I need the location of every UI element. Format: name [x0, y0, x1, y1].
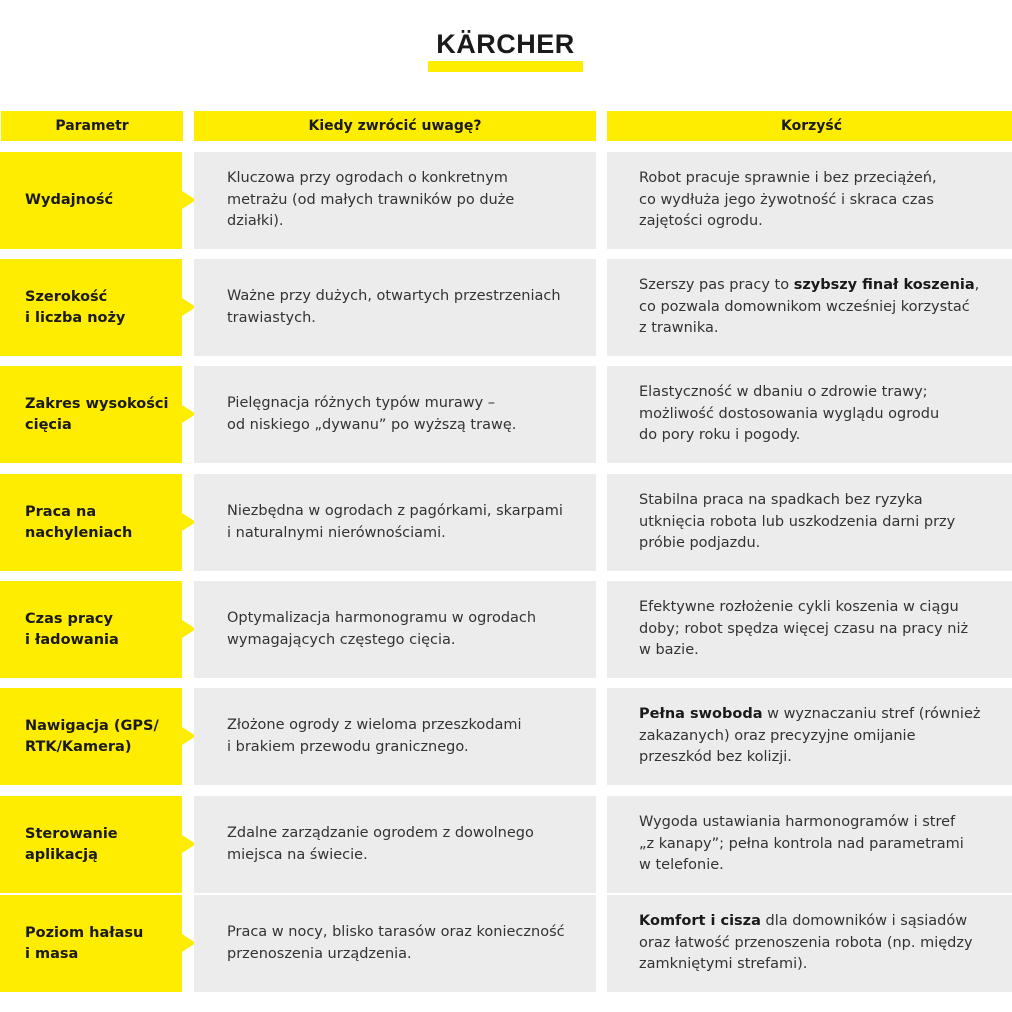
kiedy-cell [194, 152, 596, 249]
logo-underline [428, 61, 583, 72]
kiedy-cell [194, 895, 596, 992]
parameter-label: Czas pracy i ładowania [25, 610, 119, 648]
korzysc-text-bold: Komfort i cisza [639, 913, 761, 930]
korzysc-text-post: Robot pracuje sprawnie i bez przeciążeń, co wydłuża jego żywotność i skraca czas zajętości ogrodu. [639, 170, 937, 230]
kiedy-cell [194, 581, 596, 678]
kiedy-text: Pielęgnacja różnych typów murawy – od niskiego „dywanu” po wyższą trawę. [227, 395, 517, 433]
kiedy-cell [194, 366, 596, 463]
logo-wordmark: KÄRCHER [436, 29, 575, 59]
parameter-label: Zakres wysokości cięcia [25, 395, 169, 433]
korzysc-cell [607, 474, 1012, 571]
korzysc-text [639, 704, 981, 769]
table-row [0, 259, 1012, 356]
korzysc-text [639, 382, 939, 447]
korzysc-text-post: Stabilna praca na spadkach bez ryzyka utknięcia robota lub uszkodzenia darni przy próbie podjazdu. [639, 492, 956, 552]
korzysc-text [639, 490, 955, 555]
karcher-logo [428, 30, 583, 72]
korzysc-cell [607, 366, 1012, 463]
korzysc-text-bold: szybszy finał koszenia [793, 277, 975, 294]
korzysc-text-post: , co pozwala domownikom wcześniej korzystać z trawnika. [639, 277, 980, 337]
korzysc-text-pre: Szerszy pas pracy to [639, 277, 794, 294]
korzysc-text-bold: Pełna swoboda [639, 706, 763, 723]
korzysc-text-post: Elastyczność w dbaniu o zdrowie trawy; możliwość dostosowania wyglądu ogrodu do pory roku i pogody. [639, 384, 940, 444]
kiedy-text: Optymalizacja harmonogramu w ogrodach wymagających częstego cięcia. [227, 610, 537, 648]
korzysc-cell [607, 581, 1012, 678]
korzysc-text [639, 275, 979, 340]
kiedy-cell [194, 474, 596, 571]
korzysc-text-post: Efektywne rozłożenie cykli koszenia w ciągu doby; robot spędza więcej czasu na pracy niż w bazie. [639, 599, 969, 659]
korzysc-text-post: Wygoda ustawiania harmonogramów i stref „z kanapy”; pełna kontrola nad parametrami w telefonie. [639, 814, 964, 874]
table-row [0, 581, 1012, 678]
table-row [0, 895, 1012, 992]
korzysc-text [639, 812, 964, 877]
table-row [0, 688, 1012, 785]
kiedy-text: Kluczowa przy ogrodach o konkretnym metrażu (od małych trawników po duże działki). [227, 170, 515, 230]
korzysc-text [639, 597, 968, 662]
parameter-label: Sterowanie aplikacją [25, 825, 118, 863]
table-row [0, 474, 1012, 571]
parameter-label: Szerokość i liczba noży [25, 288, 126, 326]
kiedy-text: Złożone ogrody z wieloma przeszkodami i brakiem przewodu granicznego. [227, 717, 522, 755]
kiedy-cell [194, 796, 596, 893]
parameter-label: Poziom hałasu i masa [25, 924, 144, 962]
kiedy-text: Ważne przy dużych, otwartych przestrzeniach trawiastych. [227, 288, 561, 326]
parameter-label: Nawigacja (GPS/ RTK/Kamera) [25, 717, 159, 755]
korzysc-text [639, 168, 937, 233]
korzysc-cell [607, 895, 1012, 992]
header-kiedy: Kiedy zwrócić uwagę? [194, 111, 596, 141]
header-parametr: Parametr [1, 111, 183, 141]
korzysc-text [639, 911, 973, 976]
parameter-label: Praca na nachyleniach [25, 503, 133, 541]
korzysc-text-post: w wyznaczaniu stref (również zakazanych) oraz precyzyjne omijanie przeszkód bez kolizji. [639, 706, 981, 766]
korzysc-cell [607, 152, 1012, 249]
korzysc-cell [607, 259, 1012, 356]
table-row [0, 366, 1012, 463]
table-row [0, 152, 1012, 249]
korzysc-cell [607, 796, 1012, 893]
kiedy-text: Praca w nocy, blisko tarasów oraz konieczność przenoszenia urządzenia. [227, 924, 565, 962]
parameter-label: Wydajność [25, 192, 114, 208]
kiedy-cell [194, 259, 596, 356]
table-row [0, 796, 1012, 893]
kiedy-text: Niezbędna w ogrodach z pagórkami, skarpami i naturalnymi nierównościami. [227, 503, 563, 541]
kiedy-cell [194, 688, 596, 785]
korzysc-cell [607, 688, 1012, 785]
korzysc-text-post: dla domowników i sąsiadów oraz łatwość przenoszenia robota (np. między zamkniętymi strefami). [639, 913, 973, 973]
kiedy-text: Zdalne zarządzanie ogrodem z dowolnego miejsca na świecie. [227, 825, 534, 863]
header-korzysc: Korzyść [607, 111, 1012, 141]
